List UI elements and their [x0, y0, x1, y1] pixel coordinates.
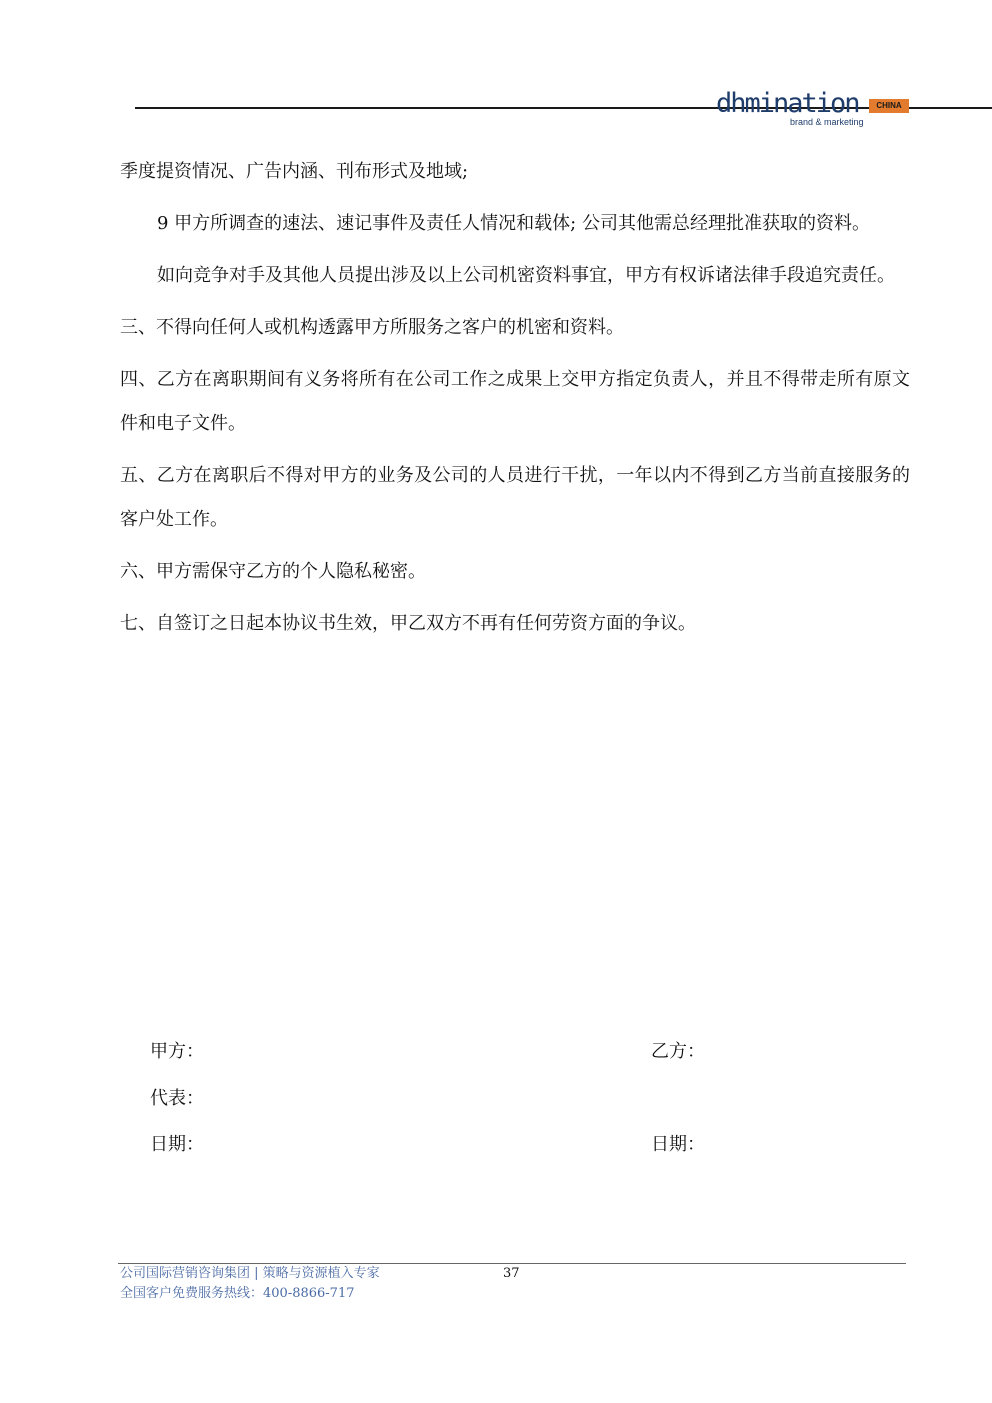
footer-rule — [118, 1263, 906, 1264]
signature-date-b: 日期： — [651, 1134, 705, 1155]
paragraph-5: 四、乙方在离职期间有义务将所有在公司工作之成果上交甲方指定负责人，并且不得带走所有原文件和电子文件。 — [120, 369, 910, 434]
paragraph-7: 六、甲方需保守乙方的个人隐私秘密。 — [120, 561, 426, 582]
footer-hotline: 全国客户免费服务热线：400-8866-717 — [120, 1286, 355, 1301]
paragraph-2: 9 甲方所调查的速法、速记事件及责任人情况和载体; 公司其他需总经理批准获取的资料。 — [157, 213, 870, 234]
logo-tagline: brand & marketing — [790, 117, 864, 127]
page-number: 37 — [503, 1266, 520, 1281]
paragraph-8: 七、自签订之日起本协议书生效，甲乙双方不再有任何劳资方面的争议。 — [120, 613, 696, 634]
paragraph-1: 季度提资情况、广告内涵、刊布形式及地域; — [120, 161, 469, 182]
footer-company-line: 公司国际营销咨询集团 | 策略与资源植入专家 — [120, 1266, 380, 1281]
paragraph-4: 三、不得向任何人或机构透露甲方所服务之客户的机密和资料。 — [120, 317, 624, 338]
company-logo — [712, 90, 912, 130]
document-body — [120, 150, 910, 654]
paragraph-6: 五、乙方在离职后不得对甲方的业务及公司的人员进行干扰，一年以内不得到乙方当前直接服务的客户处工作。 — [120, 465, 910, 530]
signature-date-a: 日期： — [150, 1134, 204, 1155]
signature-party-b: 乙方： — [651, 1041, 705, 1062]
logo-badge: CHINA — [869, 99, 909, 113]
signature-representative: 代表： — [150, 1088, 204, 1109]
signature-party-a: 甲方： — [150, 1041, 204, 1062]
paragraph-3: 如向竞争对手及其他人员提出涉及以上公司机密资料事宜，甲方有权诉诸法律手段追究责任。 — [157, 265, 895, 286]
logo-wordmark: dhmination — [716, 88, 859, 119]
